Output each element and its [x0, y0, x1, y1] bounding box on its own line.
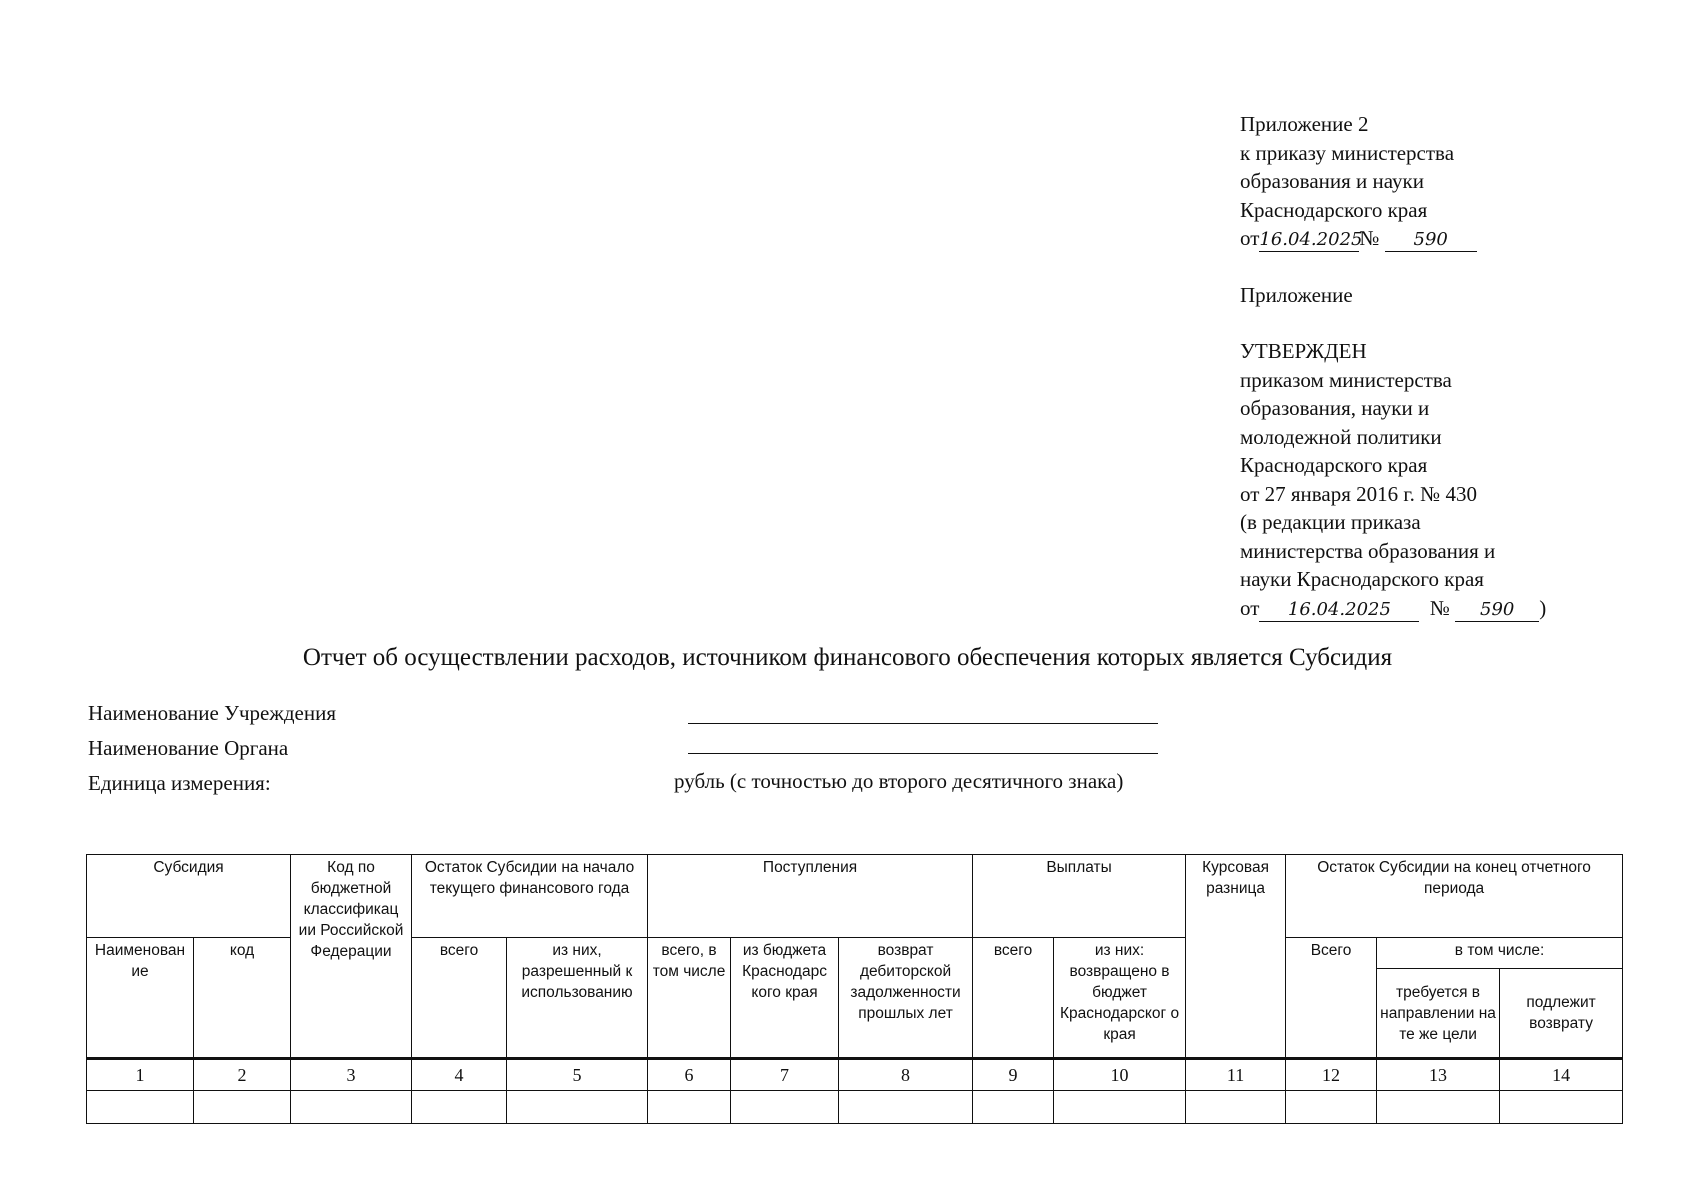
organ-field-line[interactable] [688, 753, 1158, 754]
table-cell[interactable] [1377, 1091, 1500, 1124]
approved-line-1: приказом министерства [1240, 367, 1452, 392]
amendment-date-line [1240, 594, 1640, 623]
header-to-return: подлежит возврату [1500, 969, 1623, 1059]
approval-header [1240, 110, 1640, 622]
table-row [87, 1091, 1623, 1124]
header-including: в том числе: [1377, 938, 1623, 969]
closing-paren: ) [1539, 595, 1547, 620]
institution-label: Наименование Учреждения [88, 701, 336, 725]
handwritten-number: 590 [1385, 229, 1477, 252]
header-payments: Выплаты [973, 855, 1186, 938]
header-line-2: образования и науки [1240, 169, 1424, 193]
table-cell[interactable] [973, 1091, 1054, 1124]
table-cell[interactable] [87, 1091, 194, 1124]
col-number: 3 [291, 1059, 412, 1091]
header-start-total: всего [412, 938, 507, 1059]
header-payments-total: всего [973, 938, 1054, 1059]
table-cell[interactable] [839, 1091, 973, 1124]
report-meta [88, 696, 336, 801]
col-number: 9 [973, 1059, 1054, 1091]
report-title: Отчет об осуществлении расходов, источником финансового обеспечения которых является Субсидия [302, 644, 1393, 671]
col-number: 13 [1377, 1059, 1500, 1091]
table-cell[interactable] [194, 1091, 291, 1124]
appendix-label: Приложение [1240, 282, 1353, 307]
header-code: код [194, 938, 291, 1059]
header-required-same-purpose: требуется в направлении на те же цели [1377, 969, 1500, 1059]
header-from-budget: из бюджета Краснодарс кого края [731, 938, 839, 1059]
header-line-3: Краснодарского края [1240, 197, 1428, 222]
order-date-line [1240, 224, 1640, 253]
approved-line-2: образования, науки и [1240, 396, 1430, 420]
table-cell[interactable] [1286, 1091, 1377, 1124]
table-cell[interactable] [1500, 1091, 1623, 1124]
col-number: 6 [648, 1059, 731, 1091]
header-receivables-return: возврат дебиторской задолженности прошлых лет [839, 938, 973, 1059]
approved-label: УТВЕРЖДЕН [1240, 339, 1367, 363]
column-numbers-row [87, 1059, 1623, 1091]
appendix-2-label: Приложение 2 [1240, 112, 1369, 136]
approved-line-5: от 27 января 2016 г. № 430 [1240, 481, 1477, 506]
col-number: 2 [194, 1059, 291, 1091]
col-number: 12 [1286, 1059, 1377, 1091]
header-line-1: к приказу министерства [1240, 140, 1455, 165]
col-number: 8 [839, 1059, 973, 1091]
unit-label: Единица измерения: [88, 771, 271, 795]
subsidy-report-table [86, 854, 1623, 1124]
header-balance-start: Остаток Субсидии на начало текущего финансового года [412, 855, 648, 938]
handwritten-number-2: 590 [1455, 599, 1539, 622]
date-prefix-2: от [1240, 595, 1260, 620]
header-receipts-total: всего, в том числе [648, 938, 731, 1059]
header-end-total: Всего [1286, 938, 1377, 1059]
handwritten-date: 16.04.2025 [1259, 229, 1363, 250]
table-cell[interactable] [412, 1091, 507, 1124]
table-cell[interactable] [648, 1091, 731, 1124]
table-cell[interactable] [731, 1091, 839, 1124]
col-number: 14 [1500, 1059, 1623, 1091]
header-exchange-difference: Курсовая разница [1186, 855, 1286, 1059]
number-sign: № [1359, 226, 1380, 250]
header-budget-code: Код по бюджетной классификац ии Российской Федерации [291, 855, 412, 1059]
header-subsidy: Субсидия [87, 855, 291, 938]
col-number: 11 [1186, 1059, 1286, 1091]
col-number: 7 [731, 1059, 839, 1091]
header-receipts: Поступления [648, 855, 973, 938]
col-number: 5 [507, 1059, 648, 1091]
header-start-allowed: из них, разрешенный к использованию [507, 938, 648, 1059]
header-returned-to-budget: из них: возвращено в бюджет Краснодарског о края [1054, 938, 1186, 1059]
institution-field-line[interactable] [688, 723, 1158, 724]
date-prefix: от [1240, 226, 1260, 250]
table-cell[interactable] [291, 1091, 412, 1124]
number-sign-2: № [1429, 595, 1450, 620]
approved-line-8: науки Краснодарского края [1240, 567, 1484, 591]
col-number: 1 [87, 1059, 194, 1091]
header-name: Наименован ие [87, 938, 194, 1059]
unit-value: рубль (с точностью до второго десятичного знака) [674, 769, 1124, 793]
header-balance-end: Остаток Субсидии на конец отчетного периода [1286, 855, 1623, 938]
table-cell[interactable] [1186, 1091, 1286, 1124]
approved-line-4: Краснодарского края [1240, 453, 1428, 477]
table-cell[interactable] [507, 1091, 648, 1124]
table-cell[interactable] [1054, 1091, 1186, 1124]
approved-line-7: министерства образования и [1240, 538, 1496, 563]
col-number: 4 [412, 1059, 507, 1091]
organ-label: Наименование Органа [88, 736, 289, 760]
handwritten-date-2: 16.04.2025 [1259, 599, 1419, 622]
approved-line-3: молодежной политики [1240, 424, 1442, 449]
col-number: 10 [1054, 1059, 1186, 1091]
approved-line-6: (в редакции приказа [1240, 510, 1421, 534]
